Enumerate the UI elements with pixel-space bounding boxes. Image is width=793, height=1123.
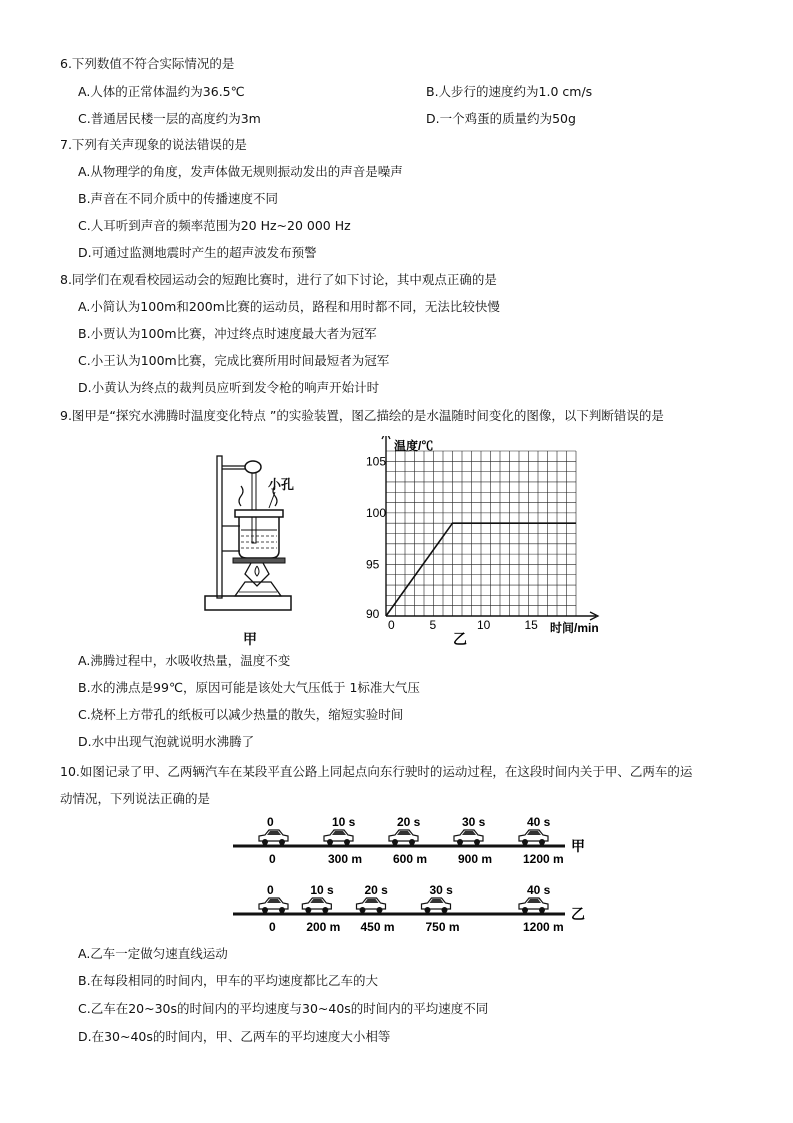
q8-option-c: C.小王认为100m比赛，完成比赛所用时间最短者为冠军 [78,353,390,368]
car-wheel [322,907,328,913]
car [259,898,288,913]
car-wheel [262,839,268,845]
figure-yi-caption: 乙 [453,631,467,646]
q6-option-a: A.人体的正常体温约为36.5℃ [78,84,245,99]
time-label: 30 s [429,883,453,897]
q10-option-b: B.在每段相同的时间内，甲车的平均速度都比乙车的大 [78,973,379,988]
q7-stem: 7.下列有关声现象的说法错误的是 [60,137,247,152]
car [422,898,451,913]
y-tick-label: 105 [366,454,387,469]
time-label: 10 s [310,883,334,897]
time-label: 0 [267,883,274,897]
car-yi-row [233,883,585,934]
q7-option-b: B.声音在不同介质中的传播速度不同 [78,191,279,206]
distance-label: 200 m [306,920,341,934]
car-wheel [327,839,333,845]
car-jia-row [233,815,585,866]
y-tick-label: 90 [366,607,380,621]
distance-label: 0 [269,852,276,866]
distance-label: 600 m [393,852,428,866]
temperature-time-chart [360,436,620,646]
car-wheel [409,839,415,845]
q8-option-d: D.小黄认为终点的裁判员应听到发令枪的响声开始计时 [78,380,380,395]
car-wheel [360,907,366,913]
q9-option-a: A.沸腾过程中，水吸收热量，温度不变 [78,653,291,668]
time-label: 0 [267,815,274,829]
time-label: 30 s [462,815,486,829]
q6-stem: 6.下列数值不符合实际情况的是 [60,56,235,71]
distance-label: 1200 m [523,852,564,866]
car [259,830,288,845]
q10-stem-line2: 动情况，下列说法正确的是 [60,791,211,806]
chart-ticks [366,454,538,632]
distance-label: 900 m [458,852,493,866]
car [519,830,548,845]
x-tick-label: 5 [429,618,437,632]
chart-grid [386,451,576,616]
q9-option-d: D.水中出现气泡就说明水沸腾了 [78,734,255,749]
car-wheel [392,839,398,845]
car-wheel [457,839,463,845]
car [454,830,483,845]
car [357,898,386,913]
distance-label: 1200 m [523,920,564,934]
q7-option-d: D.可通过监测地震时产生的超声波发布预警 [78,245,317,260]
car [324,830,353,845]
distance-label: 750 m [425,920,460,934]
car-wheel [344,839,350,845]
car-wheel [539,839,545,845]
x-tick-label: 0 [388,618,395,632]
q8-option-a: A.小简认为100m和200m比赛的运动员，路程和用时都不同，无法比较快慢 [78,299,500,314]
time-label: 20 s [364,883,388,897]
y-axis-label: 温度/℃ [394,439,434,453]
q8-option-b: B.小贾认为100m比赛，冲过终点时速度最大者为冠军 [78,326,377,341]
q9-option-b: B.水的沸点是99℃，原因可能是该处大气压低于 1标准大气压 [78,680,420,695]
y-tick-label: 95 [366,557,380,572]
time-label: 40 s [527,815,551,829]
car-wheel [442,907,448,913]
q9-stem: 9.图甲是“探究水沸腾时温度变化特点 ”的实验装置，图乙描绘的是水温随时间变化的图像，以下判断错误的是 [60,408,664,423]
q6-option-c: C.普通居民楼一层的高度约为3m [78,111,261,126]
q7-option-a: A.从物理学的角度，发声体做无规则振动发出的声音是噪声 [78,164,403,179]
car-wheel [474,839,480,845]
time-label: 40 s [527,883,551,897]
car-wheel [522,907,528,913]
figure-jia-caption: 甲 [243,632,257,648]
q10-stem-line1: 10.如图记录了甲、乙两辆汽车在某段平直公路上同起点向东行驶时的运动过程，在这段时间内关于甲、乙两车的运 [60,764,693,779]
distance-label: 450 m [360,920,395,934]
car-wheel [279,907,285,913]
q10-option-a: A.乙车一定做匀速直线运动 [78,946,228,961]
q10-option-d: D.在30~40s的时间内，甲、乙两车的平均速度大小相等 [78,1029,391,1044]
car-wheel [539,907,545,913]
car-motion-diagram [225,812,595,947]
car-row-label: 乙 [571,906,585,922]
hole-label: 小孔 [268,478,295,493]
distance-label: 300 m [328,852,363,866]
q10-option-c: C.乙车在20~30s的时间内的平均速度与30~40s的时间内的平均速度不同 [78,1001,489,1016]
time-label: 10 s [332,815,356,829]
q9-option-c: C.烧杯上方带孔的纸板可以减少热量的散失，缩短实验时间 [78,707,404,722]
car-row-label: 甲 [571,838,585,854]
figure-jia-apparatus [195,446,305,646]
car-wheel [522,839,528,845]
x-axis-label: 时间/min [550,621,599,635]
q6-option-b: B.人步行的速度约为1.0 cm/s [426,84,593,99]
q8-stem: 8.同学们在观看校园运动会的短跑比赛时，进行了如下讨论，其中观点正确的是 [60,272,497,287]
car [302,898,331,913]
q7-option-c: C.人耳听到声音的频率范围为20 Hz~20 000 Hz [78,218,351,233]
x-tick-label: 15 [524,618,538,632]
time-label: 20 s [397,815,421,829]
car-wheel [305,907,311,913]
car-wheel [425,907,431,913]
car-wheel [262,907,268,913]
car [389,830,418,845]
car-wheel [279,839,285,845]
x-tick-label: 10 [477,618,491,632]
car-wheel [377,907,383,913]
q6-option-d: D.一个鸡蛋的质量约为50g [426,111,576,126]
y-tick-label: 100 [366,505,387,520]
distance-label: 0 [269,920,276,934]
car [519,898,548,913]
